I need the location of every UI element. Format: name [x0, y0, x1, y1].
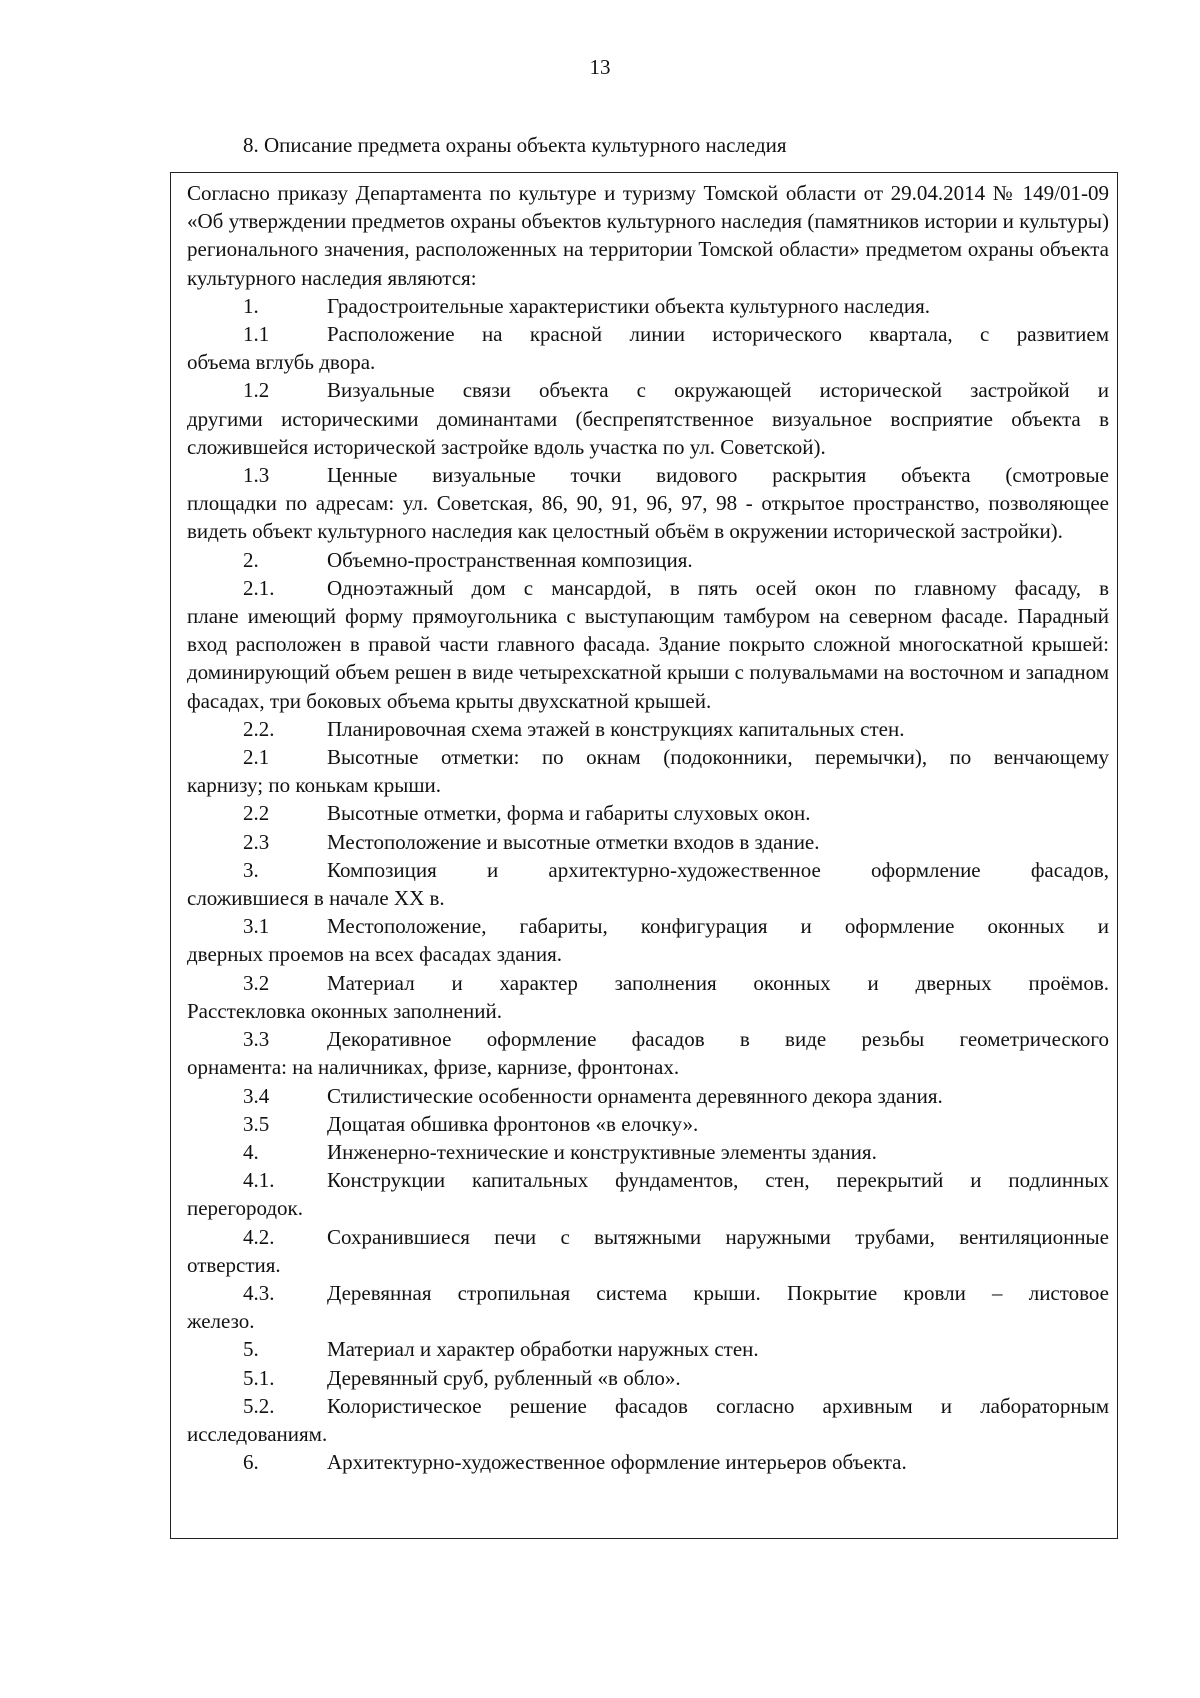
item-text: Сохранившиеся печи с вытяжными наружными трубами, вентиляционные — [327, 1224, 1109, 1249]
item-number: 3.2 — [243, 970, 270, 995]
item-number: 3.3 — [243, 1027, 270, 1052]
list-item — [187, 1110, 1109, 1138]
item-text: Деревянная стропильная система крыши. Покрытие кровли – листовое — [327, 1280, 1109, 1305]
list-item — [187, 320, 1109, 376]
item-number: 2.2 — [243, 801, 270, 826]
item-text-continuation: отверстия. — [187, 1252, 281, 1277]
item-text-continuation: исследованиям. — [187, 1421, 328, 1446]
list-item — [187, 1279, 1109, 1335]
list-item — [187, 715, 1109, 743]
item-number: 2.1 — [243, 745, 270, 770]
item-text-continuation: орнамента: на наличниках, фризе, карнизе, фронтонах. — [187, 1055, 680, 1080]
list-item — [187, 461, 1109, 546]
item-number: 4.3. — [243, 1280, 275, 1305]
item-text: Материал и характер обработки наружных стен. — [327, 1337, 759, 1362]
list-item — [187, 799, 1109, 827]
list-item — [187, 912, 1109, 968]
item-text: Планировочная схема этажей в конструкциях капитальных стен. — [327, 716, 905, 741]
list-item — [187, 292, 1109, 320]
item-text-continuation: железо. — [187, 1309, 255, 1334]
item-text: Градостроительные характеристики объекта культурного наследия. — [327, 293, 930, 318]
list-item — [187, 1448, 1109, 1476]
item-number: 1.2 — [243, 378, 270, 403]
item-text-continuation: плане имеющий форму прямоугольника с выступающим тамбуром на северном фасаде. Парадный вход расположен в правой части главного фасада. Здание покрыто сложной многоскатной крышей: доминирующий объем решен в виде четырехскатной крыши с полувальмами на восточном и западном фасадах, три боковых объема крыты двухскатной крышей. — [187, 604, 1109, 713]
item-text-continuation: карнизу; по конькам крыши. — [187, 773, 441, 798]
item-number: 5.2. — [243, 1393, 275, 1418]
item-number: 5.1. — [243, 1365, 275, 1390]
item-text-continuation: другими историческими доминантами (беспрепятственное визуальное восприятие объекта в сложившейся исторической застройке вдоль участка по ул. Советской). — [187, 406, 1109, 459]
item-number: 3.5 — [243, 1111, 270, 1136]
item-text: Местоположение и высотные отметки входов в здание. — [327, 829, 820, 854]
item-text-continuation: сложившиеся в начале XX в. — [187, 886, 445, 911]
protection-subject-content — [187, 179, 1109, 1476]
item-text: Дощатая обшивка фронтонов «в елочку». — [327, 1111, 699, 1136]
item-text-continuation: дверных проемов на всех фасадах здания. — [187, 942, 563, 967]
item-number: 1. — [243, 293, 259, 318]
item-text: Материал и характер заполнения оконных и дверных проёмов. — [327, 970, 1109, 995]
list-item — [187, 856, 1109, 912]
intro-paragraph: Согласно приказу Департамента по культуре и туризму Томской области от 29.04.2014 № 149/01-09 «Об утверждении предметов охраны объектов культурного наследия (памятников истории и культуры) регионального значения, расположенных на территории Томской области» предметом охраны объекта культурного наследия являются: — [187, 181, 1109, 290]
item-text-continuation: Расстекловка оконных заполнений. — [187, 998, 502, 1023]
item-text: Деревянный сруб, рубленный «в обло». — [327, 1365, 681, 1390]
item-text: Колористическое решение фасадов согласно архивным и лабораторным — [327, 1393, 1109, 1418]
item-number: 4.1. — [243, 1168, 275, 1193]
item-text: Объемно-пространственная композиция. — [327, 547, 693, 572]
page-number: 13 — [589, 55, 611, 79]
item-number: 1.1 — [243, 322, 270, 347]
item-text: Архитектурно-художественное оформление интерьеров объекта. — [327, 1450, 907, 1475]
item-text-continuation: площадки по адресам: ул. Советская, 86, 90, 91, 96, 97, 98 - открытое пространство, позволяющее видеть объект культурного наследия как целостный объём в окружении исторической застройки). — [187, 491, 1109, 544]
item-number: 2.1. — [243, 575, 275, 600]
list-item — [187, 546, 1109, 574]
list-item — [187, 1025, 1109, 1081]
list-item — [187, 969, 1109, 1025]
item-text: Декоративное оформление фасадов в виде резьбы геометрического — [327, 1027, 1109, 1052]
item-number: 3.4 — [243, 1083, 270, 1108]
item-text: Стилистические особенности орнамента деревянного декора здания. — [327, 1083, 943, 1108]
item-text: Расположение на красной линии исторического квартала, с развитием — [327, 322, 1109, 347]
item-number: 5. — [243, 1337, 259, 1362]
item-number: 6. — [243, 1450, 259, 1475]
item-text: Ценные визуальные точки видового раскрытия объекта (смотровые — [327, 463, 1109, 488]
item-text: Местоположение, габариты, конфигурация и оформление оконных и — [327, 914, 1109, 939]
item-text: Композиция и архитектурно-художественное оформление фасадов, — [327, 857, 1109, 882]
item-number: 2.3 — [243, 829, 270, 854]
item-text: Конструкции капитальных фундаментов, стен, перекрытий и подлинных — [327, 1168, 1109, 1193]
list-item — [187, 1392, 1109, 1448]
list-item — [187, 1335, 1109, 1363]
item-number: 2.2. — [243, 716, 275, 741]
item-number: 4. — [243, 1139, 259, 1164]
list-item — [187, 1166, 1109, 1222]
protection-subject-box — [170, 172, 1118, 1539]
item-number: 1.3 — [243, 463, 270, 488]
list-item — [187, 828, 1109, 856]
item-text-continuation: перегородок. — [187, 1196, 304, 1221]
section-heading: 8. Описание предмета охраны объекта культурного наследия — [243, 133, 787, 157]
item-number: 2. — [243, 547, 259, 572]
item-number: 4.2. — [243, 1224, 275, 1249]
list-item — [187, 1082, 1109, 1110]
list-item — [187, 1364, 1109, 1392]
item-text-continuation: объема вглубь двора. — [187, 350, 376, 375]
item-text: Визуальные связи объекта с окружающей исторической застройкой и — [327, 378, 1109, 403]
list-item — [187, 574, 1109, 715]
list-item — [187, 1223, 1109, 1279]
list-item — [187, 1138, 1109, 1166]
item-text: Одноэтажный дом с мансардой, в пять осей окон по главному фасаду, в — [327, 575, 1109, 600]
item-text: Высотные отметки: по окнам (подоконники, перемычки), по венчающему — [327, 745, 1109, 770]
item-text: Высотные отметки, форма и габариты слуховых окон. — [327, 801, 811, 826]
item-number: 3.1 — [243, 914, 270, 939]
item-text: Инженерно-технические и конструктивные элементы здания. — [327, 1139, 877, 1164]
list-item — [187, 376, 1109, 461]
list-item — [187, 743, 1109, 799]
item-number: 3. — [243, 857, 259, 882]
